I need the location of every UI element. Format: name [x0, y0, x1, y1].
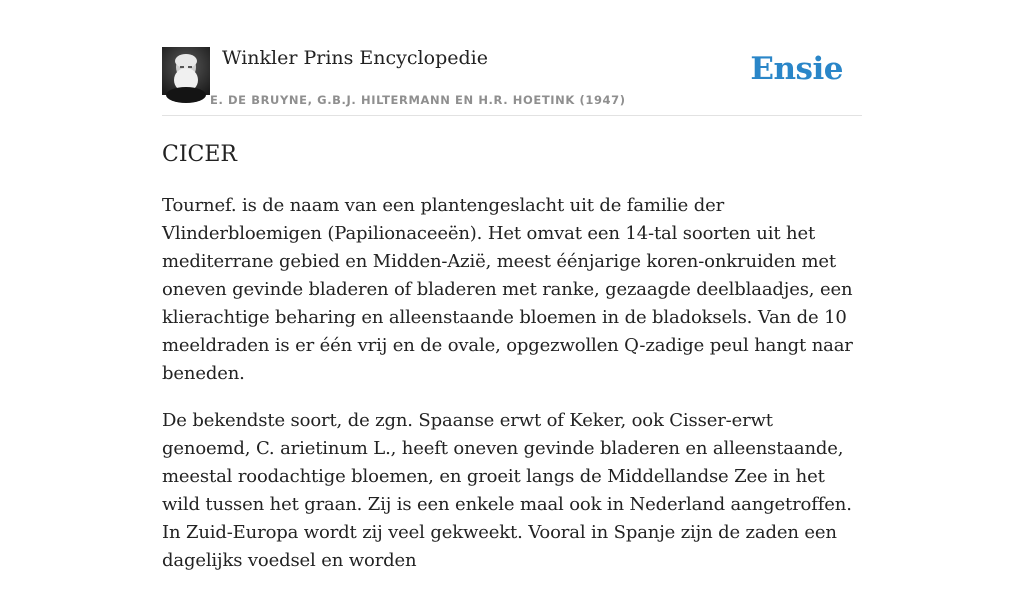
brand-logo-link[interactable]: Ensie: [750, 51, 843, 87]
author-portrait-icon: [162, 47, 210, 95]
entry-title: CICER: [162, 142, 237, 167]
paragraph: Tournef. is de naam van een plantengeslacht uit de familie der Vlinderbloemigen (Papilionaceeën). Het omvat een 14-tal soorten uit het mediterrane gebied en Midden-Azië, meest éénjarige koren-onkruiden met oneven gevinde bladeren of bladeren met ranke, gezaagde deelblaadjes, een klierachtige beharing en alleenstaande bloemen in de bladoksels. Van de 10 meeldraden is er één vrij en de ovale, opgezwollen Q-zadige peul hangt naar beneden.: [162, 195, 853, 384]
page: [162, 0, 862, 571]
avatar: [162, 47, 210, 95]
source-title[interactable]: Winkler Prins Encyclopedie: [222, 47, 488, 69]
source-authors: E. DE BRUYNE, G.B.J. HILTERMANN EN H.R. HOETINK (1947): [210, 93, 626, 107]
paragraph: De bekendste soort, de zgn. Spaanse erwt of Keker, ook Cisser-erwt genoemd, C. arietinum L., heeft oneven gevinde bladeren en alleenstaande, meestal roodachtige bloemen, en groeit langs de Middellandse Zee in het wild tussen het graan. Zij is een enkele maal ook in Nederland aangetroffen. In Zuid-Europa wordt zij veel gekweekt. Vooral in Spanje zijn de zaden een dagelijks voedsel en worden: [162, 410, 852, 571]
source-header: [162, 0, 862, 116]
entry-content: [162, 192, 862, 594]
